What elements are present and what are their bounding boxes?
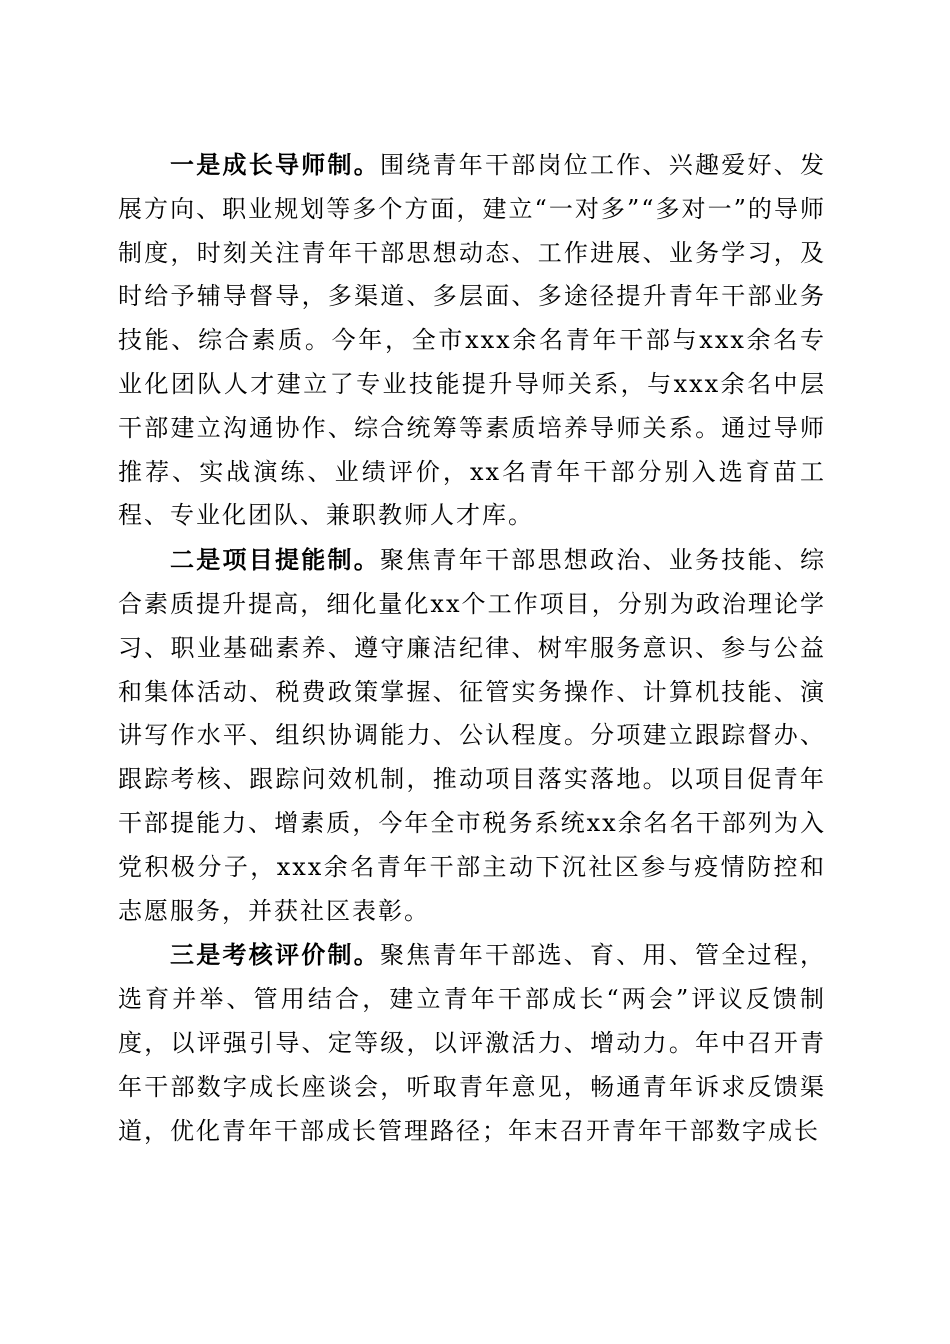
paragraph-heading: 一是成长导师制。 — [170, 150, 380, 179]
paragraph-text: 聚焦青年干部思想政治、业务技能、综合素质提升提高，细化量化xx个工作项目，分别为政治理论学习、职业基础素养、遵守廉洁纪律、树牢服务意识、参与公益和集体活动、税费政策掌握、征管实务操作、计算机技能、演讲写作水平、组织协调能力、公认程度。分项建立跟踪督办、跟踪考核、跟踪问效机制，推动项目落实落地。以项目促青年干部提能力、增素质，今年全市税务系统xx余名名干部列为入党积极分子，xxx余名青年干部主动下沉社区参与疫情防控和志愿服务，并获社区表彰。 — [118, 546, 826, 925]
paragraph-mentor-system — [118, 143, 826, 538]
paragraph-heading: 二是项目提能制。 — [170, 545, 380, 575]
document-body — [118, 143, 826, 1153]
paragraph-project-system — [118, 538, 826, 933]
paragraph-evaluation-system — [118, 933, 826, 1153]
paragraph-text: 聚焦青年干部选、育、用、管全过程，选育并举、管用结合，建立青年干部成长“两会”评议反馈制度，以评强引导、定等级，以评激活力、增动力。年中召开青年干部数字成长座谈会，听取青年意见，畅通青年诉求反馈渠道，优化青年干部成长管理路径；年末召开青年干部数字成长 — [118, 941, 826, 1145]
paragraph-text: 围绕青年干部岗位工作、兴趣爱好、发展方向、职业规划等多个方面，建立“一对多”“多对一”的导师制度，时刻关注青年干部思想动态、工作进展、业务学习，及时给予辅导督导，多渠道、多层面、多途径提升青年干部业务技能、综合素质。今年，全市xxx余名青年干部与xxx余名专业化团队人才建立了专业技能提升导师关系，与xxx余名中层干部建立沟通协作、综合统筹等素质培养导师关系。通过导师推荐、实战演练、业绩评价，xx名青年干部分别入选育苗工程、专业化团队、兼职教师人才库。 — [118, 151, 826, 530]
paragraph-heading: 三是考核评价制。 — [170, 940, 380, 970]
